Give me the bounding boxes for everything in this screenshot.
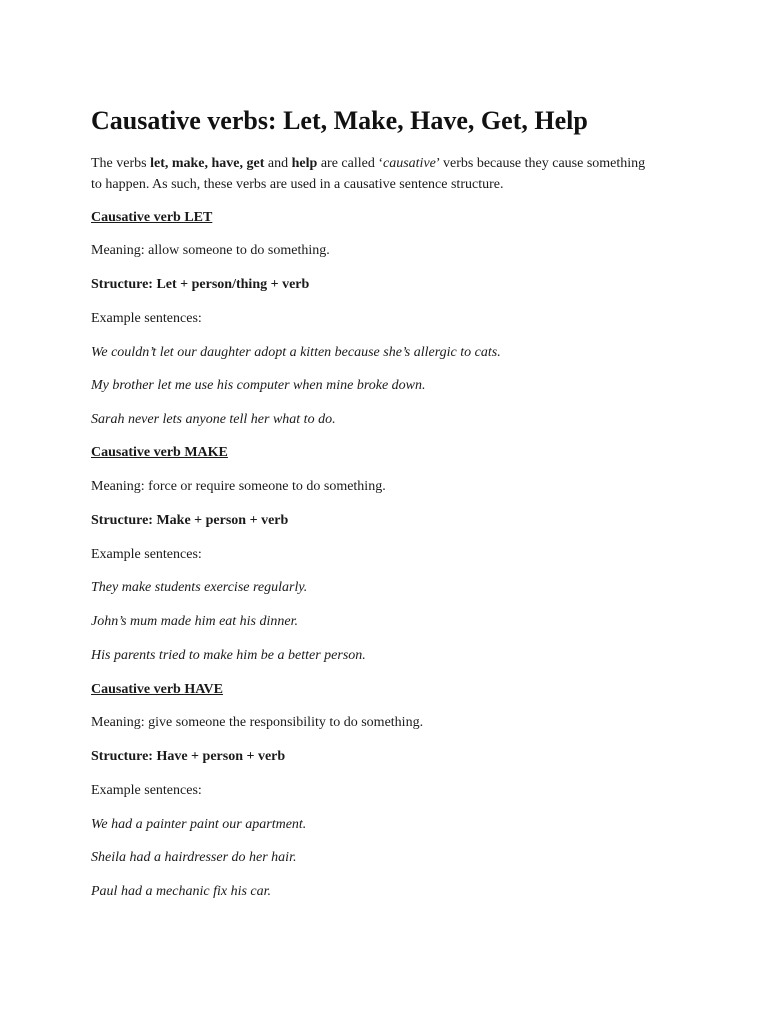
intro-paragraph (91, 153, 651, 195)
example-sentence: Paul had a mechanic fix his car. (91, 884, 272, 899)
section-meaning-let: Meaning: allow someone to do something. (91, 243, 330, 258)
intro-italic-causative: causative (383, 156, 436, 171)
example-sentence: Sheila had a hairdresser do her hair. (91, 850, 297, 865)
example-sentence: Sarah never lets anyone tell her what to do. (91, 412, 336, 427)
section-heading-let: Causative verb LET (91, 210, 213, 225)
section-structure-make: Structure: Make + person + verb (91, 513, 289, 528)
intro-text: and (264, 156, 292, 171)
example-label-have: Example sentences: (91, 783, 202, 798)
page-title: Causative verbs: Let, Make, Have, Get, Help (91, 106, 588, 135)
example-sentence: His parents tried to make him be a better person. (91, 648, 366, 663)
example-label-make: Example sentences: (91, 547, 202, 562)
example-label-let: Example sentences: (91, 311, 202, 326)
example-sentence: We couldn’t let our daughter adopt a kitten because she’s allergic to cats. (91, 345, 501, 360)
intro-text: The verbs (91, 156, 151, 171)
intro-text: are called ‘ (317, 156, 383, 171)
section-structure-let: Structure: Let + person/thing + verb (91, 277, 310, 292)
intro-text: ’ verbs because they cause something to happen. As such, these verbs are used in a causative sentence structure. (91, 156, 646, 192)
section-heading-have: Causative verb HAVE (91, 682, 223, 697)
section-meaning-have: Meaning: give someone the responsibility to do something. (91, 715, 424, 730)
document-content (91, 104, 711, 901)
example-sentence: We had a painter paint our apartment. (91, 817, 307, 832)
section-heading-make: Causative verb MAKE (91, 445, 228, 460)
intro-bold-verbs: let, make, have, get (150, 156, 265, 171)
intro-bold-help: help (291, 156, 318, 171)
section-structure-have: Structure: Have + person + verb (91, 749, 286, 764)
example-sentence: My brother let me use his computer when mine broke down. (91, 378, 426, 393)
section-meaning-make: Meaning: force or require someone to do something. (91, 479, 386, 494)
example-sentence: They make students exercise regularly. (91, 580, 308, 595)
example-sentence: John’s mum made him eat his dinner. (91, 614, 299, 629)
